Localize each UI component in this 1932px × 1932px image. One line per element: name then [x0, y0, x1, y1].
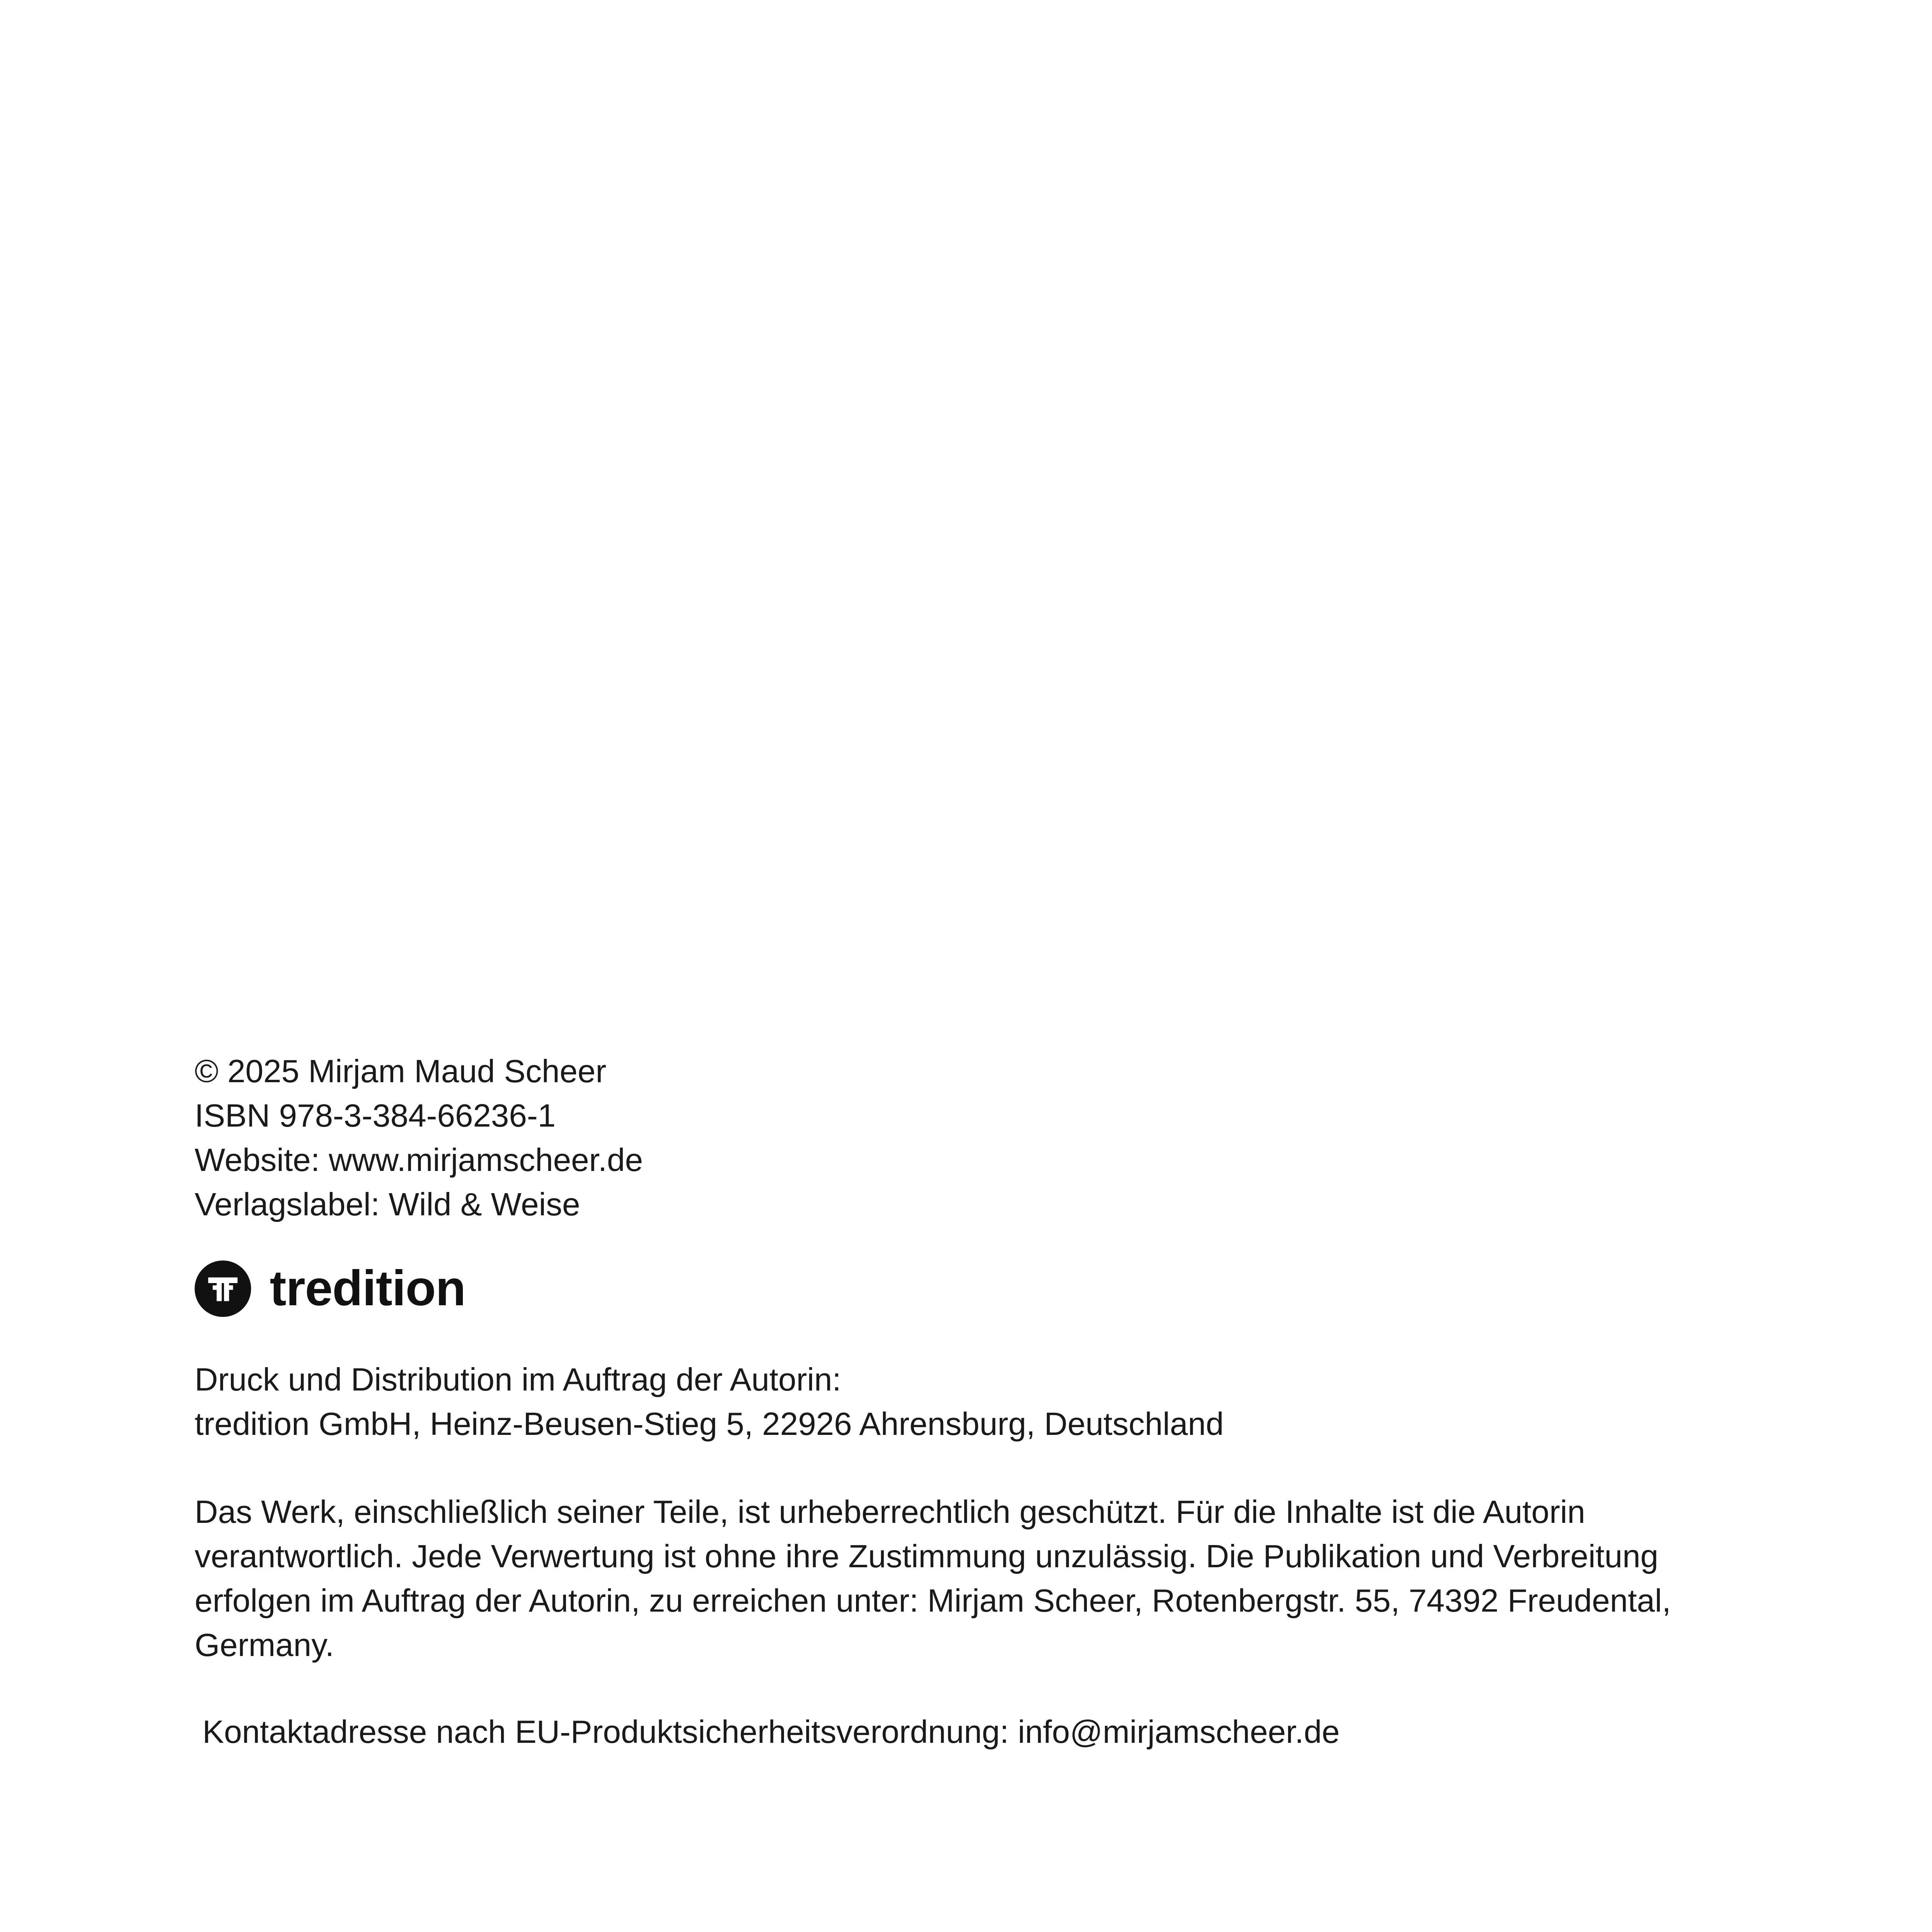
- tredition-wordmark: tredition: [270, 1260, 466, 1316]
- print-distribution-info: [195, 1357, 1752, 1446]
- copyright-line: © 2025 Mirjam Maud Scheer: [195, 1053, 606, 1089]
- legal-line: Germany.: [195, 1627, 334, 1663]
- publisher-label-line: Verlagslabel: Wild & Weise: [195, 1186, 580, 1222]
- imprint-details: [195, 1049, 1752, 1227]
- contact-line: Kontaktadresse nach EU-Produktsicherheitsverordnung: info@mirjamscheer.de: [202, 1714, 1340, 1750]
- legal-line: verantwortlich. Jede Verwertung ist ohne ihre Zustimmung unzulässig. Die Publikation und Verbreitung: [195, 1538, 1659, 1574]
- tredition-logo-icon: [195, 1260, 251, 1317]
- publisher-address-line: tredition GmbH, Heinz-Beusen-Stieg 5, 22926 Ahrensburg, Deutschland: [195, 1406, 1224, 1442]
- tredition-logo: [195, 1259, 466, 1318]
- print-info-line: Druck und Distribution im Auftrag der Autorin:: [195, 1361, 841, 1398]
- legal-line: Das Werk, einschließlich seiner Teile, ist urheberrechtlich geschützt. Für die Inhalte ist die Autorin: [195, 1494, 1586, 1530]
- contact-info: [202, 1710, 1760, 1754]
- website-line: Website: www.mirjamscheer.de: [195, 1142, 643, 1178]
- legal-notice: [195, 1490, 1752, 1667]
- isbn-line: ISBN 978-3-384-66236-1: [195, 1097, 556, 1134]
- legal-line: erfolgen im Auftrag der Autorin, zu erreichen unter: Mirjam Scheer, Rotenbergstr. 55, 74392 Freudental,: [195, 1582, 1671, 1619]
